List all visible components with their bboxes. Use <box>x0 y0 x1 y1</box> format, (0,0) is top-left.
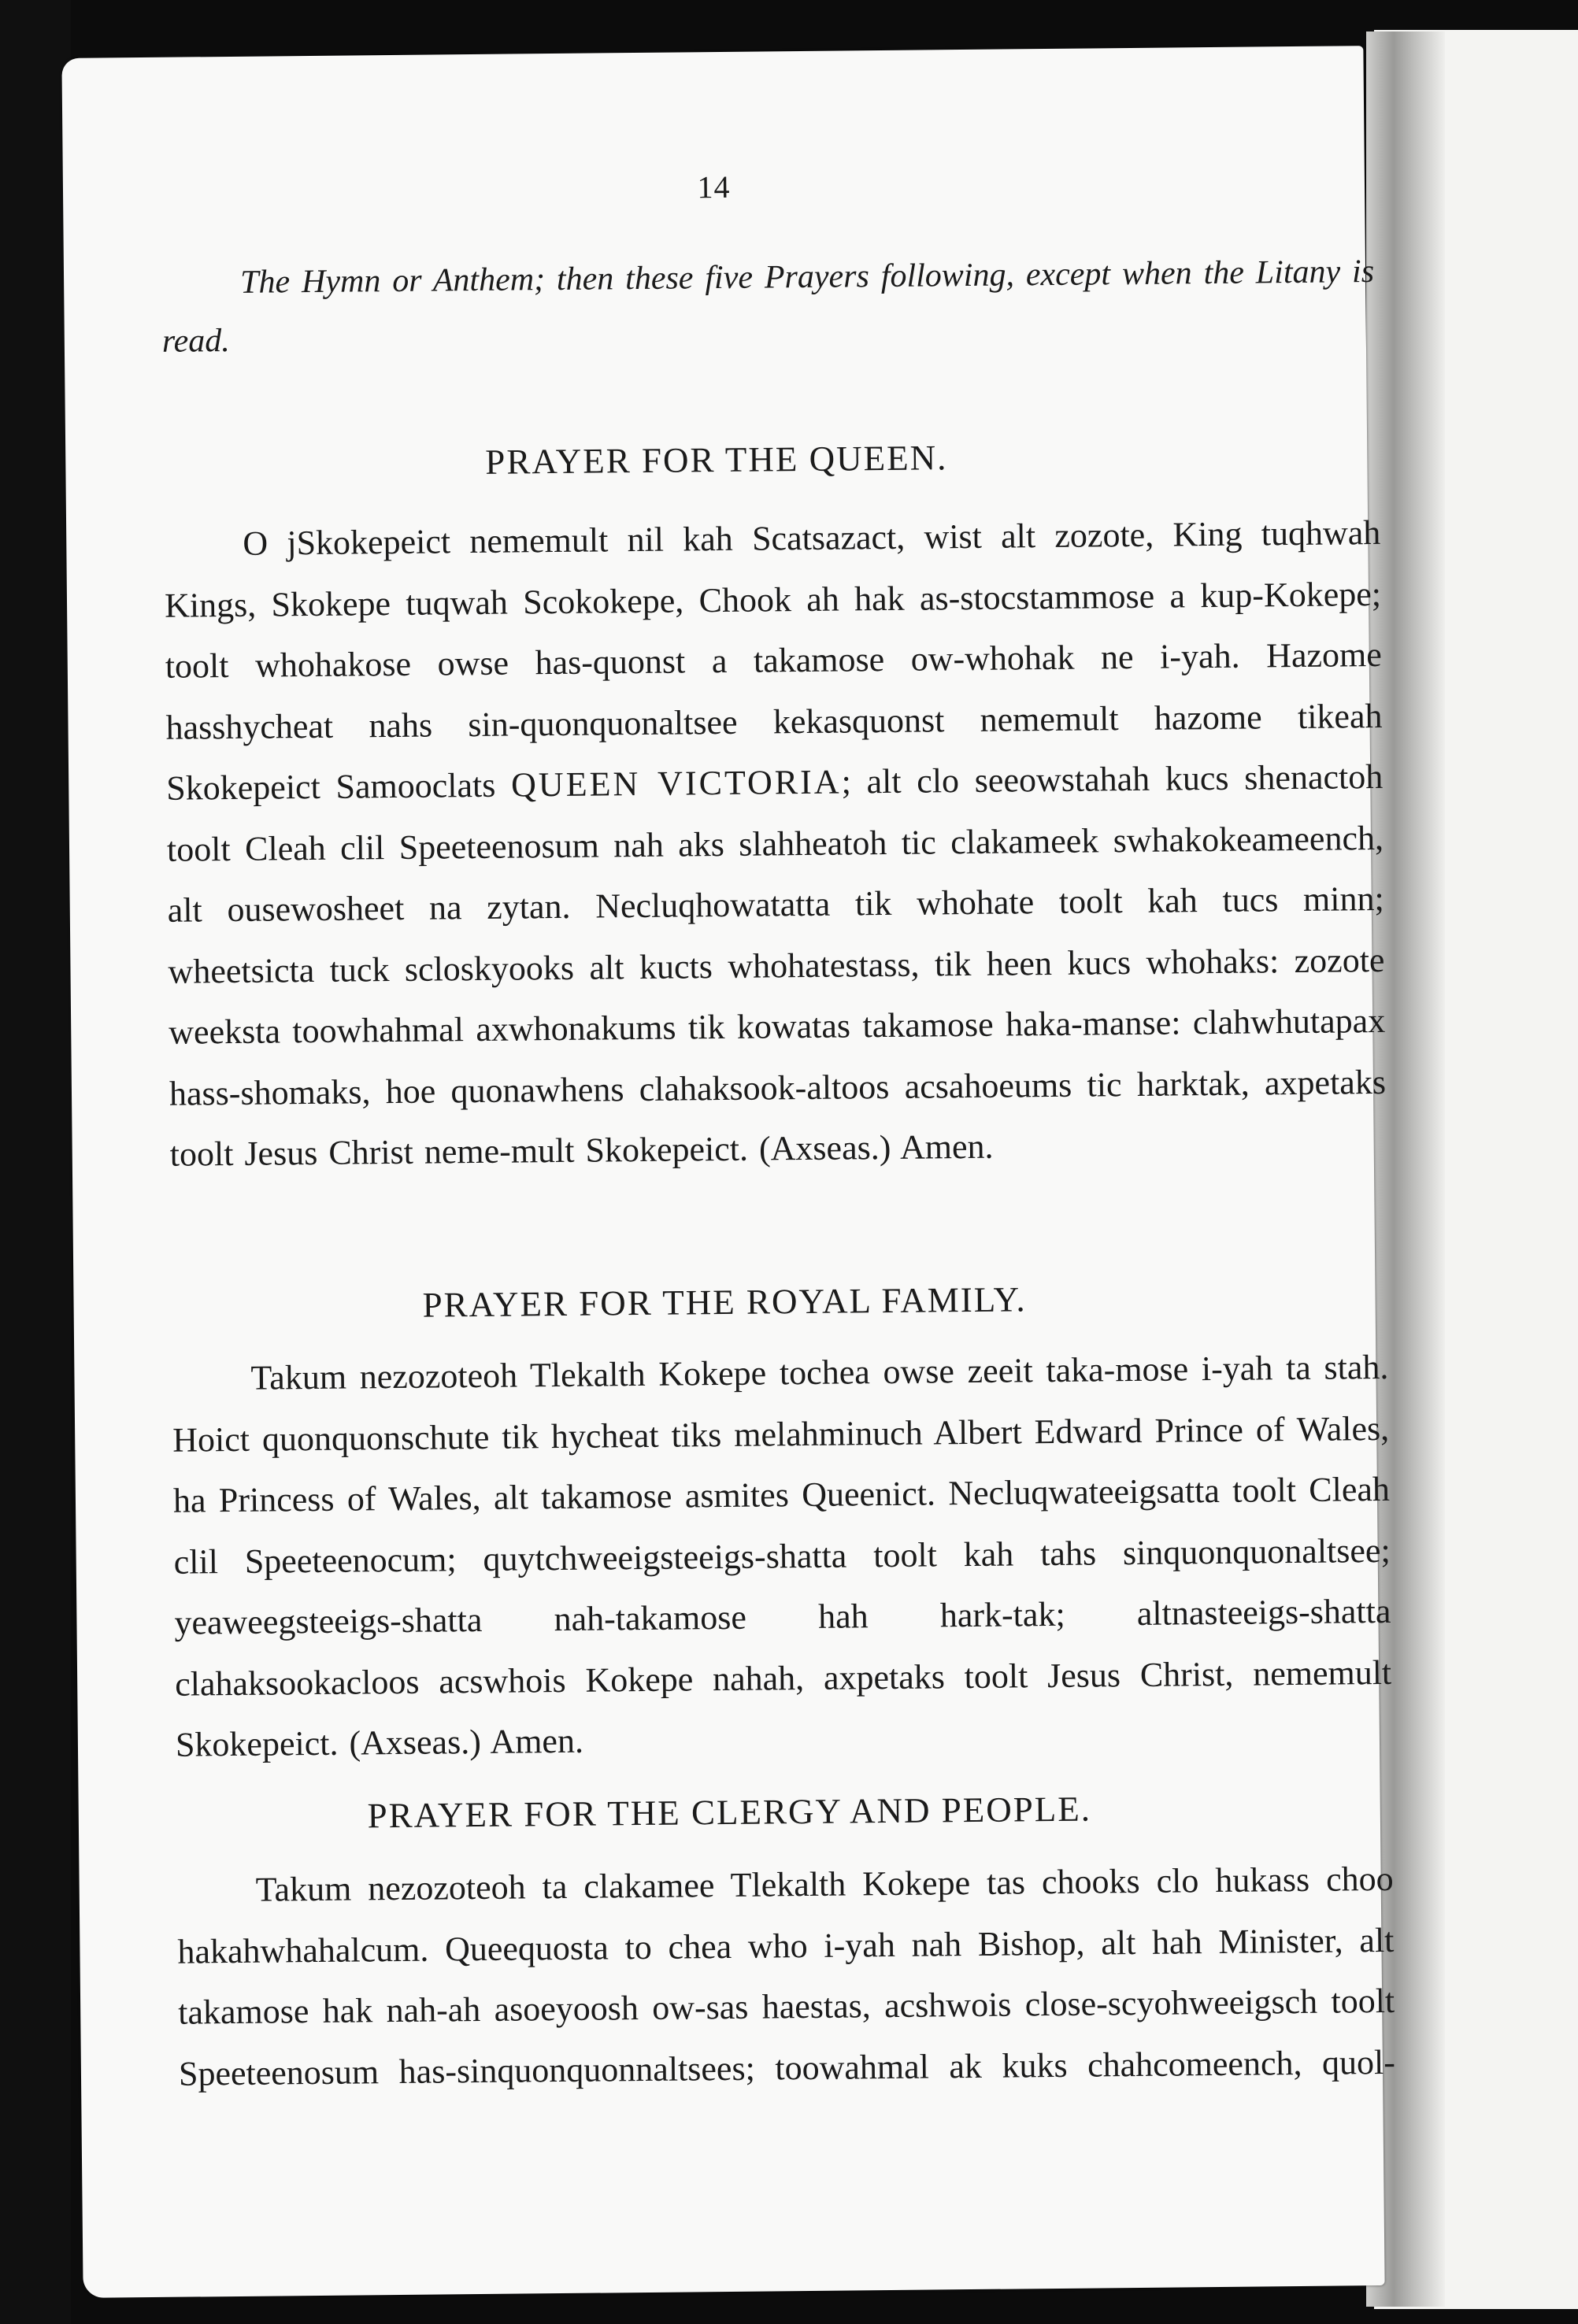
scan-background-left <box>0 0 71 2324</box>
rubric-instruction: The Hymn or Anthem; then these five Prayers following, except when the Litany is read. <box>161 253 1375 360</box>
book-page <box>61 46 1396 2298</box>
queen-prayer-text-part1: O jSkokepeict nememult nil kah Scatsazact, wist alt zozote, King tuqhwah Kings, Skokepe tuqwah Scokokepe, Chook ah hak as-stocstammose a kup-Kokepe; toolt whohakose owse has-quonst a takamose ow-whohak ne i-yah. Hazome hasshycheat nahs sin-quonquonaltsee kekasquonst nememult hazome tikeah Skokepeict Samooclats <box>164 513 1383 808</box>
heading-prayer-for-the-queen: PRAYER FOR THE QUEEN. <box>485 438 948 482</box>
queen-victoria-name: QUEEN VICTORIA <box>510 762 842 805</box>
heading-prayer-for-the-royal-family: PRAYER FOR THE ROYAL FAMILY. <box>422 1279 1027 1325</box>
paragraph-prayer-for-the-queen <box>164 502 1387 1185</box>
paragraph-prayer-for-the-clergy-and-people: Takum nezozoteoh ta clakamee Tlekalth Kokepe tas chooks clo hukass choo hakahwhahalcum. Queequosta to chea who i-yah nah Bishop, alt hah Minister, alt takamose hak nah-ah asoeyoosh ow-sas haestas, acshwois close-scyohweeigsch toolt Speeteenosum has-sinquonquonnaltsees; toowahmal ak kuks chahcomeench, quol- <box>177 1859 1396 2093</box>
page-number: 14 <box>697 168 731 205</box>
queen-prayer-text-part2: ; alt clo seeowstahah kucs shenactoh toolt Cleah clil Speeteenosum nah aks slahheatoh tic clakameek swhakokeameench, alt ousewosheet na zytan. Necluqhowatatta tik whohate toolt kah tucs minn; wheetsicta tuck scloskyooks alt kucts whohatestass, tik heen kucs whohaks: zozote weeksta toowhahmal axwhonakums tik kowatas takamose haka-manse: clahwhutapax hass-shomaks, hoe quonawhens clahaksook-altoos acsahoeums tic harktak, axpetaks toolt Jesus Christ neme-mult Skokepeict. (Axseas.) Amen. <box>166 757 1387 1174</box>
heading-prayer-for-the-clergy-and-people: PRAYER FOR THE CLERGY AND PEOPLE. <box>367 1789 1092 1836</box>
paragraph-prayer-for-the-royal-family: Takum nezozoteoh Tlekalth Kokepe tochea owse zeeit taka-mose i-yah ta stah. Hoict quonquonschute tik hycheat tiks melahminuch Albert Edward Prince of Wales, ha Princess of Wales, alt takamose asmites Queenict. Necluqwateeigsatta toolt Cleah clil Speeteenocum; quytchweeigsteeigs-shatta toolt kah tahs sinquonquonaltsee; yeaweegsteeigs-shatta nah-takamose hah hark-tak; altnasteeigs-shatta clahaksookacloos acswhois Kokepe nahah, axpetaks toolt Jesus Christ, nememult Skokepeict. (Axseas.) Amen. <box>172 1347 1392 1764</box>
